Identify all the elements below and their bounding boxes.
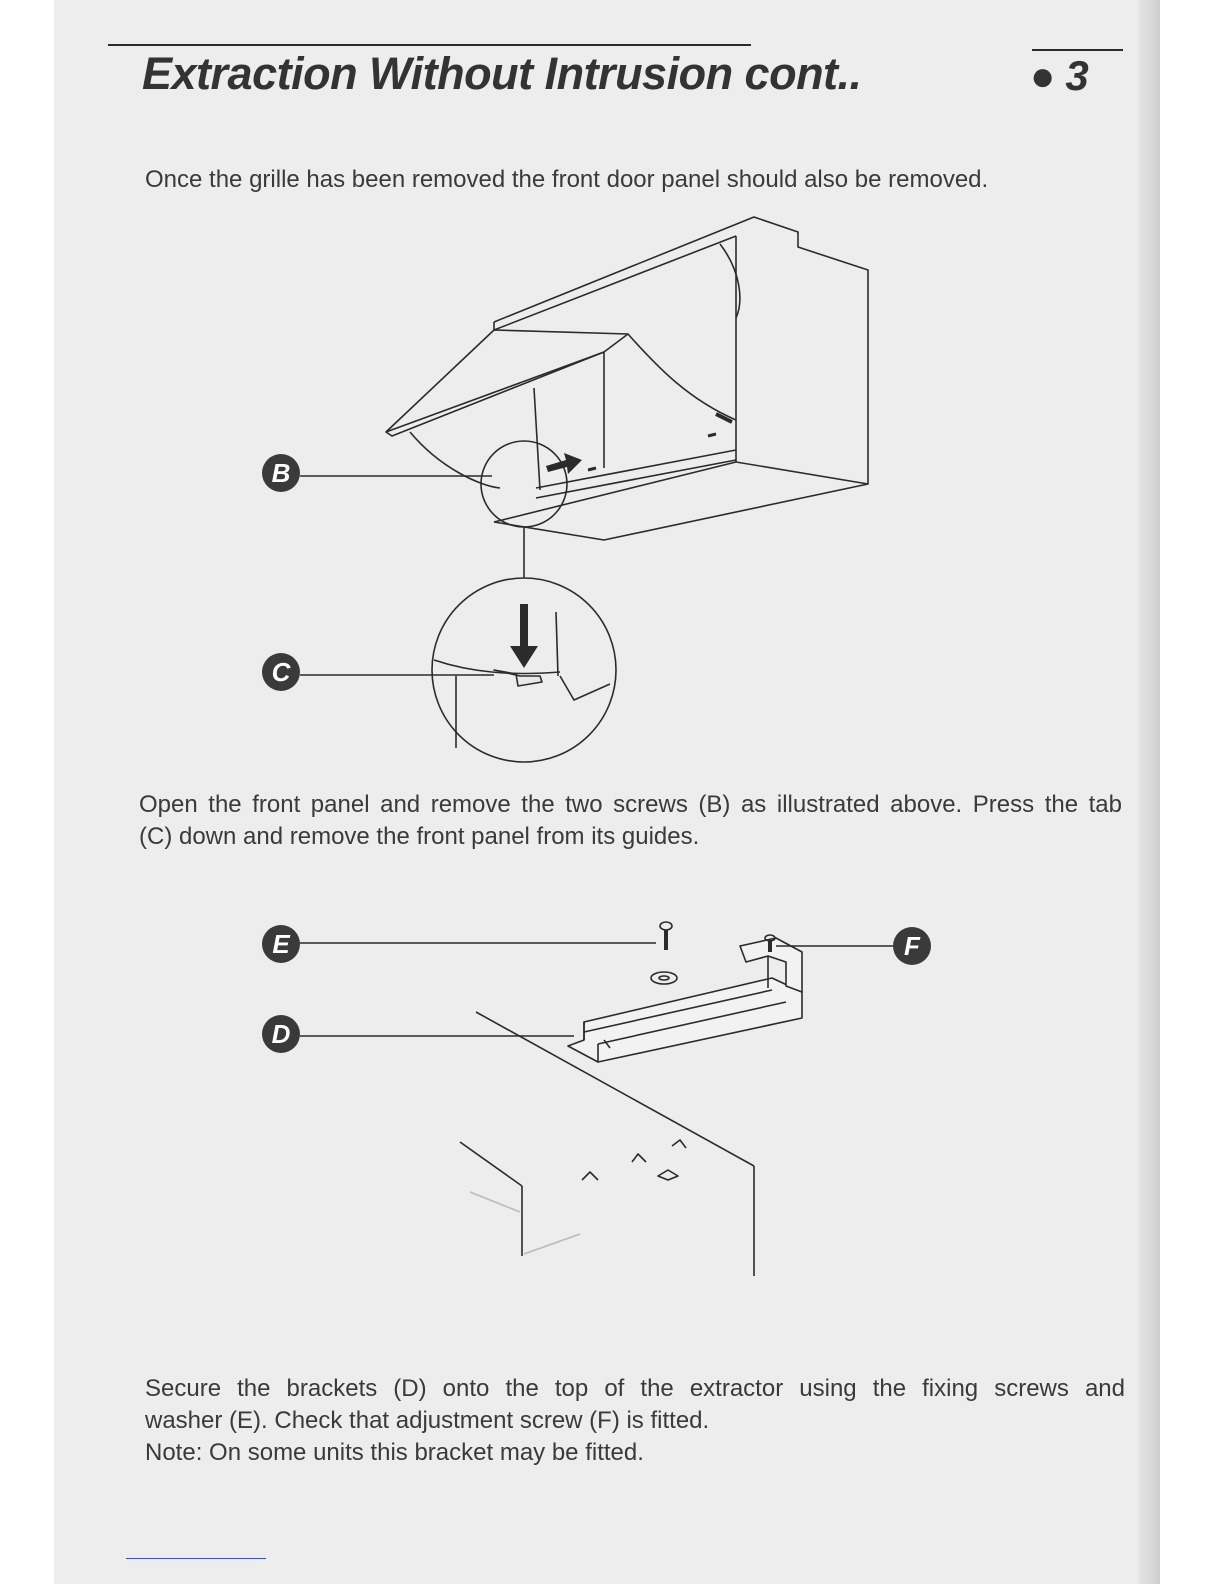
- callout-e-label: E: [272, 929, 290, 959]
- front-panel-arc: [410, 432, 500, 488]
- arrow-right-icon: [546, 453, 582, 474]
- mount-hole-4: [658, 1170, 678, 1180]
- hood-curve: [628, 334, 736, 420]
- screw-head: [660, 922, 672, 930]
- callout-b-label: B: [271, 458, 291, 488]
- figure-front-panel-removal: [0, 0, 1224, 780]
- hood-curve-2: [720, 244, 740, 318]
- instruction-step-2-line-1: Open the front panel and remove the two screws (B) as illustrated above. Press the tab: [139, 791, 1122, 818]
- extractor-faint-line: [470, 1192, 520, 1212]
- magnified-guide: [560, 676, 610, 700]
- extractor-edge-left: [460, 1142, 522, 1186]
- hood-inner-back: [736, 462, 868, 484]
- screw-b-left: [588, 468, 596, 470]
- instruction-step-2: [139, 789, 1122, 853]
- page-number-value: 3: [1065, 52, 1089, 99]
- figure-bracket-fitting: [0, 880, 1224, 1300]
- washer-hole: [659, 976, 669, 980]
- instruction-step-3-line-2: washer (E). Check that adjustment screw (F) is fitted.: [145, 1407, 710, 1434]
- front-panel-edge: [386, 352, 604, 432]
- extractor-faint-line-2: [524, 1234, 580, 1254]
- fixing-screw-icon: [660, 922, 672, 950]
- page-title: Extraction Without Intrusion cont..: [142, 48, 862, 99]
- front-panel-open: [386, 330, 628, 436]
- bottom-link-underline: [126, 1558, 266, 1559]
- mount-hole-2: [632, 1154, 646, 1162]
- hood-divider-2: [534, 388, 540, 490]
- hood-top-edge: [494, 217, 868, 540]
- instruction-note: Note: On some units this bracket may be fitted.: [145, 1439, 644, 1466]
- magnified-line-2: [556, 612, 558, 676]
- hood-underside: [494, 462, 736, 522]
- mount-hole-3: [672, 1140, 686, 1148]
- instruction-step-1-text: Once the grille has been removed the front door panel should also be removed.: [145, 166, 989, 193]
- hood-top-rim: [494, 236, 736, 330]
- screw-b-right: [708, 434, 716, 436]
- instruction-step-2-line-2: (C) down and remove the front panel from its guides.: [139, 823, 700, 850]
- callout-f-label: F: [904, 931, 920, 961]
- callout-d-label: D: [271, 1019, 291, 1049]
- instruction-step-3-line-1: Secure the brackets (D) onto the top of the extractor using the fixing screws and: [145, 1375, 1125, 1402]
- bullet-icon: ●: [1030, 52, 1056, 99]
- hood-drawing: [386, 217, 868, 762]
- washer-icon: [651, 972, 677, 984]
- mount-hole-1: [582, 1172, 598, 1180]
- instruction-step-3: [145, 1373, 1125, 1469]
- arrow-down-icon: [510, 604, 538, 668]
- bracket-drawing: [568, 938, 802, 1062]
- tab-c-shape: [494, 670, 542, 686]
- callout-c-label: C: [271, 657, 291, 687]
